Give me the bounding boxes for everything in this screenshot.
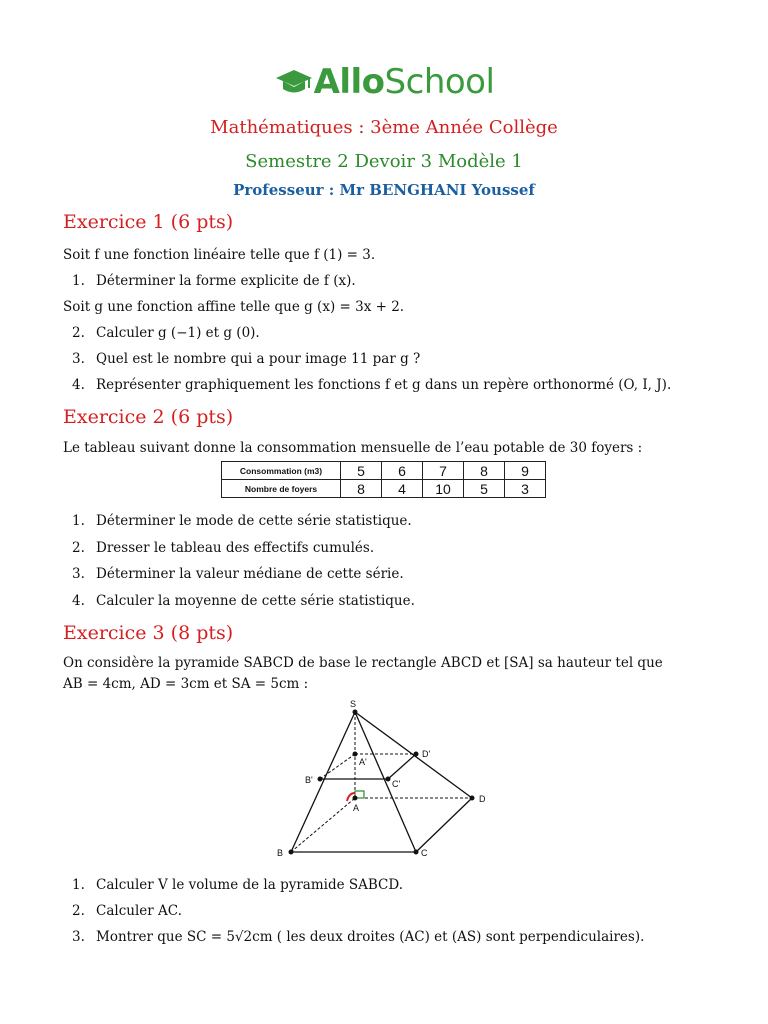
label-b: B [277, 848, 284, 858]
label-a: A [353, 803, 360, 813]
brand-logo [0, 62, 768, 102]
page-title: Mathématiques : 3ème Année Collège [210, 117, 558, 138]
exercise-3-question-3: 3. Montrer que SC = 5√2cm ( les deux droites (AC) et (AS) sont perpendiculaires). [72, 929, 645, 945]
label-b-prime: B' [305, 775, 313, 785]
table-cell: 5 [341, 462, 382, 480]
exercise-1-question-3: 3. Quel est le nombre qui a pour image 11 par g ? [72, 351, 421, 367]
exercise-2-question-2: 2. Dresser le tableau des effectifs cumulés. [72, 540, 375, 556]
table-cell: 10 [423, 480, 464, 498]
label-c: C [421, 848, 428, 858]
label-s: S [350, 699, 357, 709]
label-d: D [479, 794, 486, 804]
page-subtitle: Semestre 2 Devoir 3 Modèle 1 [245, 151, 523, 172]
exercise-3-question-1: 1. Calculer V le volume de la pyramide SABCD. [72, 877, 404, 893]
exercise-1-question-1: 1. Déterminer la forme explicite de f (x). [72, 273, 356, 289]
exercise-1-intro-2: Soit g une fonction affine telle que g (x) = 3x + 2. [63, 299, 405, 315]
label-d-prime: D' [422, 749, 431, 759]
label-c-prime: C' [392, 779, 401, 789]
exercise-3-intro-1: On considère la pyramide SABCD de base le rectangle ABCD et [SA] sa hauteur tel que [63, 655, 663, 671]
table-row-label: Consommation (m3) [222, 462, 341, 480]
exercise-1-question-2: 2. Calculer g (−1) et g (0). [72, 325, 260, 341]
exercise-3-question-2: 2. Calculer AC. [72, 903, 182, 919]
graduation-cap-icon [274, 67, 314, 97]
table-row-label: Nombre de foyers [222, 480, 341, 498]
exercise-3-title: Exercice 3 (8 pts) [63, 622, 234, 644]
consumption-table [221, 461, 546, 498]
table-cell: 8 [341, 480, 382, 498]
table-cell: 8 [464, 462, 505, 480]
table-cell: 7 [423, 462, 464, 480]
table-cell: 4 [382, 480, 423, 498]
exercise-2-title: Exercice 2 (6 pts) [63, 406, 234, 428]
exercise-2-question-1: 1. Déterminer le mode de cette série statistique. [72, 513, 412, 529]
exercise-2-question-4: 4. Calculer la moyenne de cette série statistique. [72, 593, 415, 609]
table-row [222, 462, 546, 480]
table-row [222, 480, 546, 498]
exercise-1-intro-1: Soit f une fonction linéaire telle que f (1) = 3. [63, 247, 376, 263]
table-cell: 9 [505, 462, 546, 480]
table-cell: 3 [505, 480, 546, 498]
exercise-1-question-4: 4. Représenter graphiquement les fonctions f et g dans un repère orthonormé (O, I, J). [72, 377, 672, 393]
teacher-name: Professeur : Mr BENGHANI Youssef [233, 181, 535, 199]
exercise-3-intro-2: AB = 4cm, AD = 3cm et SA = 5cm : [63, 676, 309, 692]
exercise-2-question-3: 3. Déterminer la valeur médiane de cette série. [72, 566, 404, 582]
table-cell: 5 [464, 480, 505, 498]
pyramid-figure [275, 697, 505, 863]
brand-name: AlloSchool [313, 62, 495, 102]
table-cell: 6 [382, 462, 423, 480]
label-a-prime: A' [359, 757, 367, 767]
exercise-1-title: Exercice 1 (6 pts) [63, 211, 234, 233]
exercise-2-intro: Le tableau suivant donne la consommation mensuelle de l’eau potable de 30 foyers : [63, 440, 643, 456]
